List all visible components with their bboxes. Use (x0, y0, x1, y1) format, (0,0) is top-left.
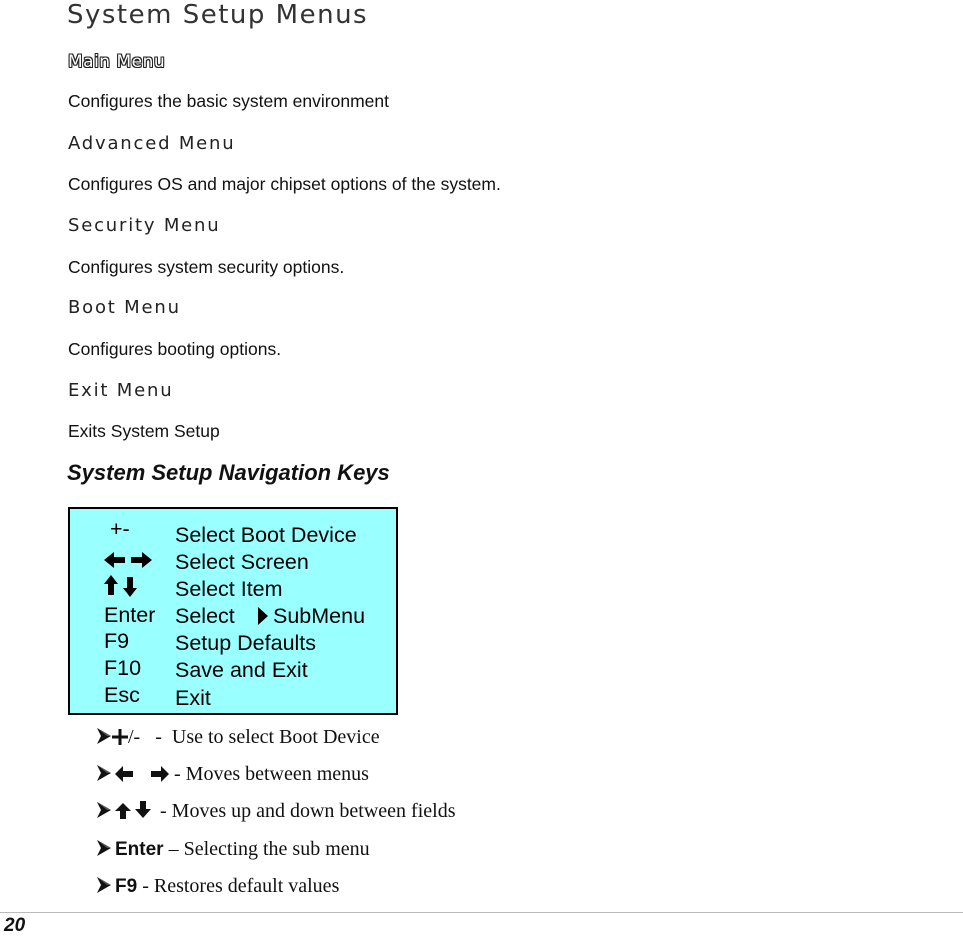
exit-menu-description: Exits System Setup (68, 421, 220, 441)
page-number: 20 (4, 915, 26, 936)
enter-key-label: Enter (115, 839, 164, 860)
key-action-setup-defaults: Setup Defaults (175, 631, 317, 655)
navigation-keys-heading: System Setup Navigation Keys (67, 460, 390, 485)
bullet-arrow-icon (97, 877, 111, 893)
bullet-text: - Restores default values (142, 875, 340, 897)
bullet-arrow-icon (97, 802, 111, 818)
boot-menu-heading: Boot Menu (68, 297, 181, 318)
bullet-arrow-icon (97, 765, 111, 781)
plus-icon (112, 729, 128, 745)
key-action-select-boot-device: Select Boot Device (175, 523, 357, 547)
key-enter: Enter (104, 603, 156, 627)
key-action-select: Select (175, 604, 235, 628)
exit-menu-heading: Exit Menu (68, 380, 174, 401)
f9-key-label: F9 (115, 876, 138, 897)
bullet-text: – Selecting the sub menu (168, 838, 370, 860)
key-action-select-screen: Select Screen (175, 550, 309, 574)
up-down-arrows-icon (104, 575, 138, 597)
advanced-menu-description: Configures OS and major chipset options of the system. (68, 174, 501, 194)
main-menu-heading: Main Menu (68, 52, 166, 72)
plus-minus-icon: +- (110, 517, 130, 541)
bullet-arrow-icon (97, 840, 111, 856)
triangle-right-icon (258, 606, 268, 630)
navigation-keys-panel (68, 507, 398, 715)
advanced-menu-heading: Advanced Menu (68, 133, 236, 154)
security-menu-heading: Security Menu (68, 215, 221, 236)
page-title: System Setup Menus (67, 0, 369, 30)
key-action-submenu: SubMenu (273, 604, 366, 628)
footer-divider (0, 912, 963, 913)
bullet-separator: - (155, 726, 162, 748)
plus-minus-key-text: /- (128, 726, 141, 748)
main-menu-description: Configures the basic system environment (68, 91, 389, 111)
up-down-arrows-icon (115, 801, 155, 819)
bullet-text: - Moves up and down between fields (160, 800, 456, 822)
key-esc: Esc (104, 683, 140, 707)
boot-menu-description: Configures booting options. (68, 339, 282, 359)
bullet-arrow-icon (97, 728, 111, 744)
key-action-select-item: Select Item (175, 577, 283, 601)
left-right-arrows-icon (115, 766, 169, 782)
bullet-text: Use to select Boot Device (171, 726, 380, 748)
key-f9: F9 (104, 629, 130, 653)
key-action-exit: Exit (175, 686, 211, 710)
security-menu-description: Configures system security options. (68, 257, 345, 277)
key-f10: F10 (104, 656, 142, 680)
key-action-save-and-exit: Save and Exit (175, 658, 308, 682)
left-right-arrows-icon (104, 551, 152, 569)
bullet-text: - Moves between menus (174, 763, 369, 785)
